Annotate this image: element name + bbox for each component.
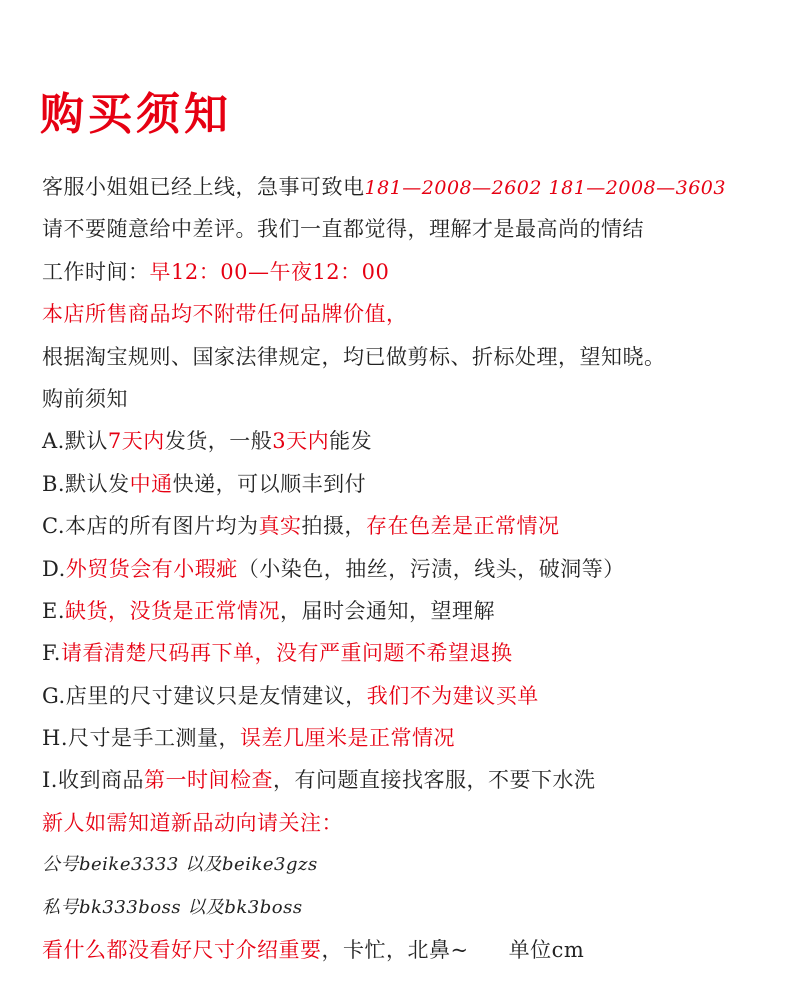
body-text: D. xyxy=(42,556,66,581)
body-text: C.本店的所有图片均为 xyxy=(42,514,259,539)
notice-line-item-b xyxy=(42,463,798,505)
highlight-text: 新人如需知道新品动向请关注： xyxy=(42,810,343,835)
body-text: 拍摄， xyxy=(301,514,366,539)
body-text: 公号beike3333 以及beike3gzs xyxy=(42,854,318,876)
notice-line-item-d xyxy=(42,548,798,590)
body-text: I.收到商品 xyxy=(42,768,144,793)
body-text: 发货，一般 xyxy=(164,429,273,454)
body-text: ，届时会通知，望理解 xyxy=(280,598,496,623)
highlight-text: 我们不为建议买单 xyxy=(366,683,539,708)
highlight-text: 早12：00—午夜12：00 xyxy=(149,259,390,284)
notice-line-item-f xyxy=(42,632,798,674)
notice-line-private-account xyxy=(42,887,798,929)
body-text: 请不要随意给中差评。我们一直都觉得，理解才是最高尚的情结 xyxy=(42,217,644,242)
body-text: A.默认 xyxy=(42,429,108,454)
notice-line-contact xyxy=(42,166,798,208)
highlight-text: 真实 xyxy=(258,514,302,539)
body-text: 能发 xyxy=(329,429,373,454)
body-text: 快递，可以顺丰到付 xyxy=(172,471,367,496)
notice-line-pre-purchase xyxy=(42,378,798,420)
notice-line-hours xyxy=(42,251,798,293)
body-text: ，卡忙，北鼻~ xyxy=(321,938,469,963)
body-text: 根据淘宝规则、国家法律规定，均已做剪标、折标处理，望知晓。 xyxy=(42,344,666,369)
body-text: 私号bk333boss 以及bk3boss xyxy=(42,896,303,918)
notice-line-item-c xyxy=(42,505,798,547)
page-title: 购买须知 xyxy=(40,89,232,140)
notice-line-item-i xyxy=(42,759,798,801)
notice-line-public-account xyxy=(42,844,798,886)
body-text: B.默认发 xyxy=(42,471,130,496)
highlight-text: 误差几厘米是正常情况 xyxy=(240,726,455,751)
highlight-text: 第一时间检查 xyxy=(143,768,273,793)
body-text: F. xyxy=(42,641,61,666)
highlight-text: 缺货，没货是正常情况 xyxy=(65,598,281,623)
highlight-text: 中通 xyxy=(129,471,173,496)
notice-line-item-e xyxy=(42,590,798,632)
notice-line-size-note xyxy=(42,929,798,971)
body-text: 单位cm xyxy=(508,938,585,963)
notice-line-follow xyxy=(42,802,798,844)
highlight-text: 本店所售商品均不附带任何品牌价值， xyxy=(42,302,408,327)
notice-line-item-g xyxy=(42,675,798,717)
body-text: 购前须知 xyxy=(42,386,128,411)
highlight-text: 存在色差是正常情况 xyxy=(366,514,560,539)
body-text: （小染色，抽丝，污渍，线头，破洞等） xyxy=(237,556,625,581)
notice-line-tag-cut xyxy=(42,336,798,378)
body-text: E. xyxy=(42,598,66,623)
highlight-text: 181—2008—2602 181—2008—3603 xyxy=(364,177,726,199)
body-text: ，有问题直接找客服，不要下水洗 xyxy=(272,768,596,793)
body-text: 客服小姐姐已经上线，急事可致电 xyxy=(42,175,365,199)
notice-line-no-brand-value xyxy=(42,293,798,335)
highlight-text: 外贸货会有小瑕疵 xyxy=(65,556,238,581)
body-text: 工作时间： xyxy=(42,259,150,284)
body-text: H.尺寸是手工测量， xyxy=(42,726,240,751)
body-text: G.店里的尺寸建议只是友情建议， xyxy=(42,683,367,708)
highlight-text: 3天内 xyxy=(272,429,330,454)
highlight-text: 看什么都没看好尺寸介绍重要 xyxy=(42,938,322,963)
notice-line-item-a xyxy=(42,420,798,462)
notice-line-no-bad-review xyxy=(42,208,798,250)
notice-lines xyxy=(42,166,798,971)
highlight-text: 请看清楚尺码再下单，没有严重问题不希望退换 xyxy=(60,641,513,666)
notice-line-item-h xyxy=(42,717,798,759)
highlight-text: 7天内 xyxy=(107,429,165,454)
